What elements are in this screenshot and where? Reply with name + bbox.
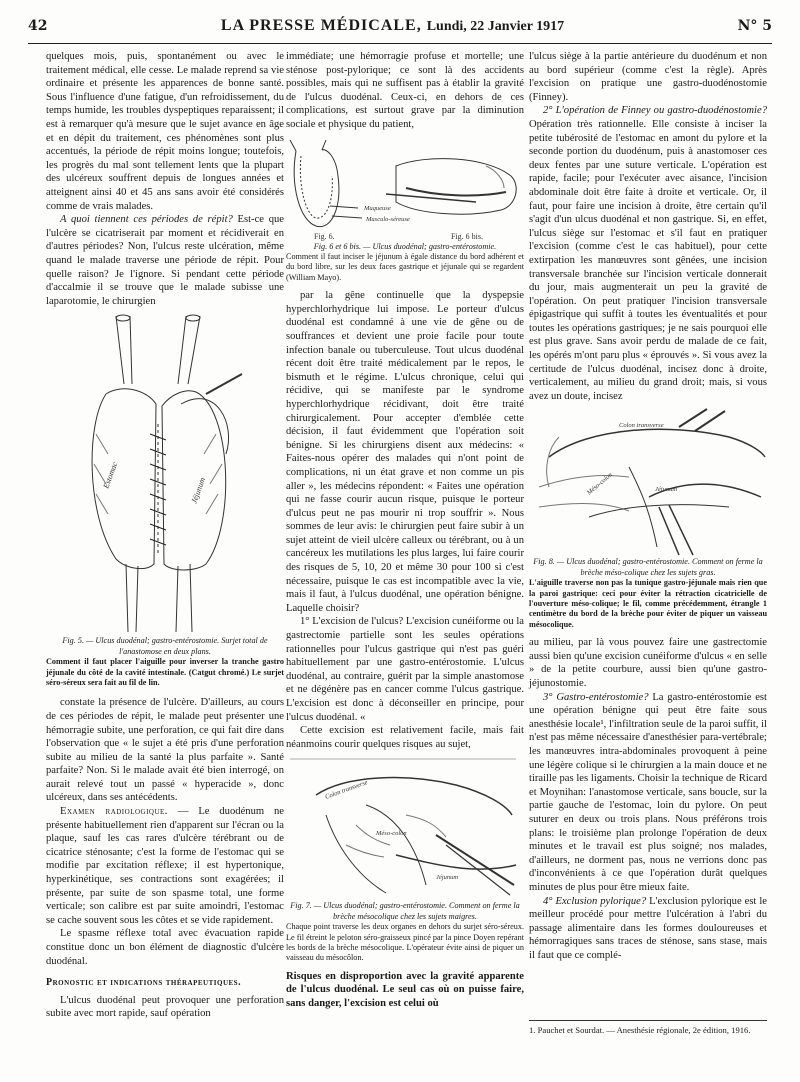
paragraph: 1° L'excision de l'ulcus? L'excision cunéiforme ou la gastrectomie partielle sont les seules opérations rationnelles pour l'ulcus gastrique qui n'est pas guéri habituellement par une gastro-entérostomie. L'ulcus duodénal, au contraire, guérit par la simple anastomose et ne dégénère pas en cancer comme l'ulcus gastrique. L'excision est donc à déconseiller en principe, pour l'ulcus duodénal. «	[286, 616, 524, 723]
paragraph: Risques en disproportion avec la gravité apparente de l'ulcus duodénal. Le seul cas où on puisse faire, sans danger, l'excision est celui où	[286, 970, 524, 1009]
figure-8-label: Jéjunum	[655, 486, 678, 494]
figure-5-caption-title: Fig. 5. — Ulcus duodénal; gastro-entérostomie. Surjet total de l'anastomose en deux plans.	[62, 636, 268, 656]
column-2	[286, 50, 524, 1011]
figure-8-caption-body: L'aiguille traverse non pas la tunique gastro-jéjunale mais rien que la paroi gastrique: ceci pour éviter la rétraction cicatricielle de l'ouverture méso-colique; le fil, comme précédemment, étrangle 1 centimètre du bord de la brèche pour éviter de piquer un vaisseau mésocolique.	[529, 578, 767, 629]
page-header	[28, 8, 772, 44]
figure-8	[529, 407, 767, 557]
journal-name: LA PRESSE MÉDICALE,	[220, 16, 422, 34]
figure-8-illustration	[529, 407, 767, 557]
figure-5-illustration	[46, 314, 284, 636]
figure-6-caption-body: Comment il faut inciser le jéjunum à égale distance du bord adhérent et du bord libre, sur les deux faces gastrique et jéjunale qui se regardent (William Mayo).	[286, 251, 524, 282]
figure-6bis-number: Fig. 6 bis.	[451, 231, 484, 241]
figure-6-number: Fig. 6.	[314, 231, 335, 241]
column-1	[46, 50, 284, 1021]
figure-7-label: Colon transverse	[324, 779, 369, 802]
page-number: 42	[28, 17, 48, 34]
paragraph: A quoi tiennent ces périodes de répit? Est-ce que l'ulcère se cicatriserait par moment et récidiverait en d'autres périodes? Non, l'ulcus reste ulcération, même quand le malade traverse une période de répit. Pour quelle raison? Je l'ignore. Si pendant cette période d'accalmie il se trouve que le malade subisse une laparotomie, le chirurgien	[46, 214, 284, 307]
paragraph: au milieu, par là vous pouvez faire une gastrectomie aussi bien qu'une excision cunéiforme d'ulcus « en selle » de la petite courbure, aussi bien qu'une gastro-jéjunostomie.	[529, 637, 767, 690]
figure-5-label: Jéjunum	[189, 476, 208, 505]
figure-6-label: Musculo-séreuse	[366, 215, 410, 223]
figure-8-label: Méso-colon	[585, 471, 614, 497]
paragraph: 4° Exclusion pylorique? L'exclusion pylorique est le meilleur procédé pour mettre l'ulcération à l'abri du passage alimentaire dans les formes douloureuses et hémorragiques sans traces de sténose, sans stase, mais il faut que ce complé-	[529, 895, 767, 961]
paragraph: 3° Gastro-entérostomie? La gastro-entérostomie est une opération bénigne qui peut être faite sous anesthésie locale¹, l'infiltration seule de la paroi suffit, il n'est pas même nécessaire d'anesthésier para-vertébrale; les manœuvres intra-abdominales provoquent à peine une légère colique si le chirurgien a la main douce et ne tiraille pas les ligaments. Choisir la technique de Ricard et Moynihan: l'anastomose verticale, sans boucle, sur la partie gauche de l'estomac, loin du pylore. On peut suturer en deux ou trois plans. Nous préférons trois plans: le troisième plan prolonge l'opération de deux minutes et le travail est plus soigné; nos malades, d'ailleurs, ne dorment pas, nous ne verrions donc pas d'inconvénients à ce que l'opération durât quelques minutes de plus pour être mieux faite.	[529, 691, 767, 893]
paragraph: 2° L'opération de Finney ou gastro-duodénostomie? Opération très rationnelle. Elle consiste à inciser la petite tubérosité de l'estomac en amont du pylore et la seconde portion du duodénum, puis à anastomoser ces deux fentes par une suture verticale. L'opération est rapide, facile; pour l'exécuter avec aisance, l'incision abdominale doit être faite à droite et verticale. Or, il faut, pour faire une incision à droite, être certain qu'il s'agit d'un ulcus duodénal et non gastrique. Si, en effet, l'ulcus siège sur l'estomac et s'il faut en pratiquer l'excision (comme c'est le cas habituel), pour cette extirpation les manœuvres sont gênées, une incision transversale branchée sur l'incision verticale donnerait du jour, mais augmenterait un peu la gravité de l'opération. On peut pratiquer l'incision transversale épigastrique qui suffit à toutes les éventualités et pour toutes les opérations gastriques; je ne sais pourquoi elle est plus grave. Sans avoir perdu de malade de ce fait, les opérés m'ont paru plus « éprouvés ». Si vous avez la certitude de l'ulcus duodénal, incisez donc à droite, verticalement, au milieu du grand droit; mais, si vous avez un doute, incisez	[529, 105, 767, 402]
figure-6	[286, 136, 524, 242]
paragraph: constate la présence de l'ulcère. D'ailleurs, au cours de ces périodes de répit, le malade peut présenter une hémorragie subite, une perforation, ce qui fait dire dans l'observation que « le sujet a été pris d'une perforation subite au milieu de la santé la plus parfaite ». Santé parfaite? Non. Si le malade avait été bien interrogé, on aurait relevé tout un passé « hyperacide », donc ulcéreux, dans ses antécédents.	[46, 697, 284, 804]
paragraph: Le spasme réflexe total avec évacuation rapide constitue donc un bon élément de diagnostic d'ulcère duodénal.	[46, 928, 284, 967]
column-3	[529, 50, 767, 963]
figure-7-caption-body: Chaque point traverse les deux organes en dehors du surjet séro-séreux. Le fil étreint le peloton séro-graisseux pincé par la pince Doyen repérant les bords de la brèche mésocolique. L'opérateur évite ainsi de piquer un vaisseau du mésocôlon.	[286, 922, 524, 963]
figure-6-label: Muqueuse	[364, 204, 391, 212]
figure-5	[46, 314, 284, 636]
footnote	[529, 1020, 767, 1036]
paragraph: l'ulcus siège à la partie antérieure du duodénum et non au bord supérieur (comme c'est la règle). Après l'excision on pratique une gastro-duodénostomie (Finney).	[529, 51, 767, 103]
paragraph: L'ulcus duodénal peut provoquer une perforation subite avec mort rapide, sauf opération	[46, 994, 284, 1020]
figure-8-label: Colon transverse	[619, 422, 664, 430]
journal-title	[221, 17, 564, 35]
figure-7-label: Méso-colon	[376, 830, 407, 838]
paragraph: par la gêne continuelle que la dyspepsie hyperchlorhydrique lui impose. Le porteur d'ulcus duodénal est condamné à une vie de gêne ou de souffrances et devient une proie facile pour toute infection banale ou tuberculeuse. Tout ulcus duodénal récent doit être traité médicalement par le repos, le bismuth et le régime. L'ulcus chronique, celui qui récidive, qui se manifeste par le syndrome hyperchlorhydrique récidivant, doit être traité chirurgicalement. Pour accepter d'emblée cette décision, il faut évidemment que l'opération soit bénigne. Si les chirurgiens disent aux médecins: « Faites-nous opérer des malades qui n'ont point de complications, ni un état grave et non comme un pis aller », les médecins répondent: « Faites une opération qui ne fasse courir aucun risque, puisque le porteur d'ulcus peut ne pas mourir ni trop souffrir ». Nous sommes de leur avis: le chirurgien peut faire subir à un sujet atteint de vieil ulcère calleux ou térébrant, ou à un cancéreux les mutilations les plus larges, lui faire courir des risques de 5, 10, 20 et même 30 pour 100 si c'est nécessaire, puisque le cas est incompatible avec la vie, mais il faut, à l'ulcus duodénal, une opération bénigne. Laquelle choisir?	[286, 290, 524, 614]
paragraph: quelques mois, puis, spontanément ou avec le traitement médical, elle cesse. Le malade reprend sa vie ordinaire et présente les apparences de bonne santé. Sous l'influence d'une fatigue, d'un refroidissement, du temps humide, les troubles dyspeptiques reparaissent; il est à remarquer qu'à mesure que le sujet avance en âge et en dépit du traitement, ces phénomènes sont plus accentués, la période de répit moins longue; toutefois, les progrès du mal sont tellement lents que la plupart des ulcéreux souffrent depuis de longues années et atteignent ainsi 40 et 45 ans sans avoir été considérés comme de vrais malades.	[46, 51, 284, 212]
figure-6-caption-title: Fig. 6 et 6 bis. — Ulcus duodénal; gastro-entérostomie.	[313, 241, 497, 251]
figure-7-label: Jéjunum	[436, 874, 459, 882]
paragraph: Cette excision est relativement facile, mais fait néanmoins courir quelques risques au sujet,	[286, 725, 524, 750]
figure-7	[286, 755, 524, 901]
issue-number: N° 5	[737, 17, 772, 34]
paragraph: immédiate; une hémorragie profuse et mortelle; une sténose post-pylorique; ce sont là des accidents possibles, mais qui ne suffisent pas à établir la gravité de l'ulcus duodénal. Ceux-ci, en dehors de ces complications, est surtout grave par la diminution sociale et physique du patient,	[286, 51, 524, 130]
paragraph: Examen radiologique. — Le duodénum ne présente habituellement rien d'apparent sur l'écran ou la plaque, sauf les cas rares d'ulcère térébrant ou de cicatrice sténosante; c'est la forme de l'estomac qui se modifie par excitation réflexe; il est hypertonique, hyperkinétique, ses contractions sont exagérées; il présente, par suite de son spasme total, une forme verticale; son calibre est par suite amoindri, l'estomac se cache souvent sous les côtes et se vide rapidement.	[46, 806, 284, 926]
figure-5-label: Estomac	[101, 460, 120, 490]
figure-8-caption-title: Fig. 8. — Ulcus duodénal; gastro-entérostomie. Comment on ferme la brèche méso-colique chez les sujets gras.	[533, 557, 763, 577]
section-heading: Pronostic et indications thérapeutiques.	[46, 977, 242, 989]
figure-7-caption-title: Fig. 7. — Ulcus duodénal; gastro-entérostomie. Comment on ferme la brèche mésocolique chez les sujets maigres.	[290, 901, 520, 921]
issue-date: Lundi, 22 Janvier 1917	[426, 18, 565, 34]
figure-5-caption-body: Comment il faut placer l'aiguille pour inverser la tranche gastro jéjunale du côté de la cavité intestinale. (Catgut chromé.) Le surjet séro-séreux sera fait au fil de lin.	[46, 657, 284, 687]
footnote-text: 1. Pauchet et Sourdat. — Anesthésie régionale, 2e édition, 1916.	[529, 1025, 751, 1035]
figure-6-illustration	[286, 136, 524, 242]
figure-7-illustration	[286, 755, 524, 901]
